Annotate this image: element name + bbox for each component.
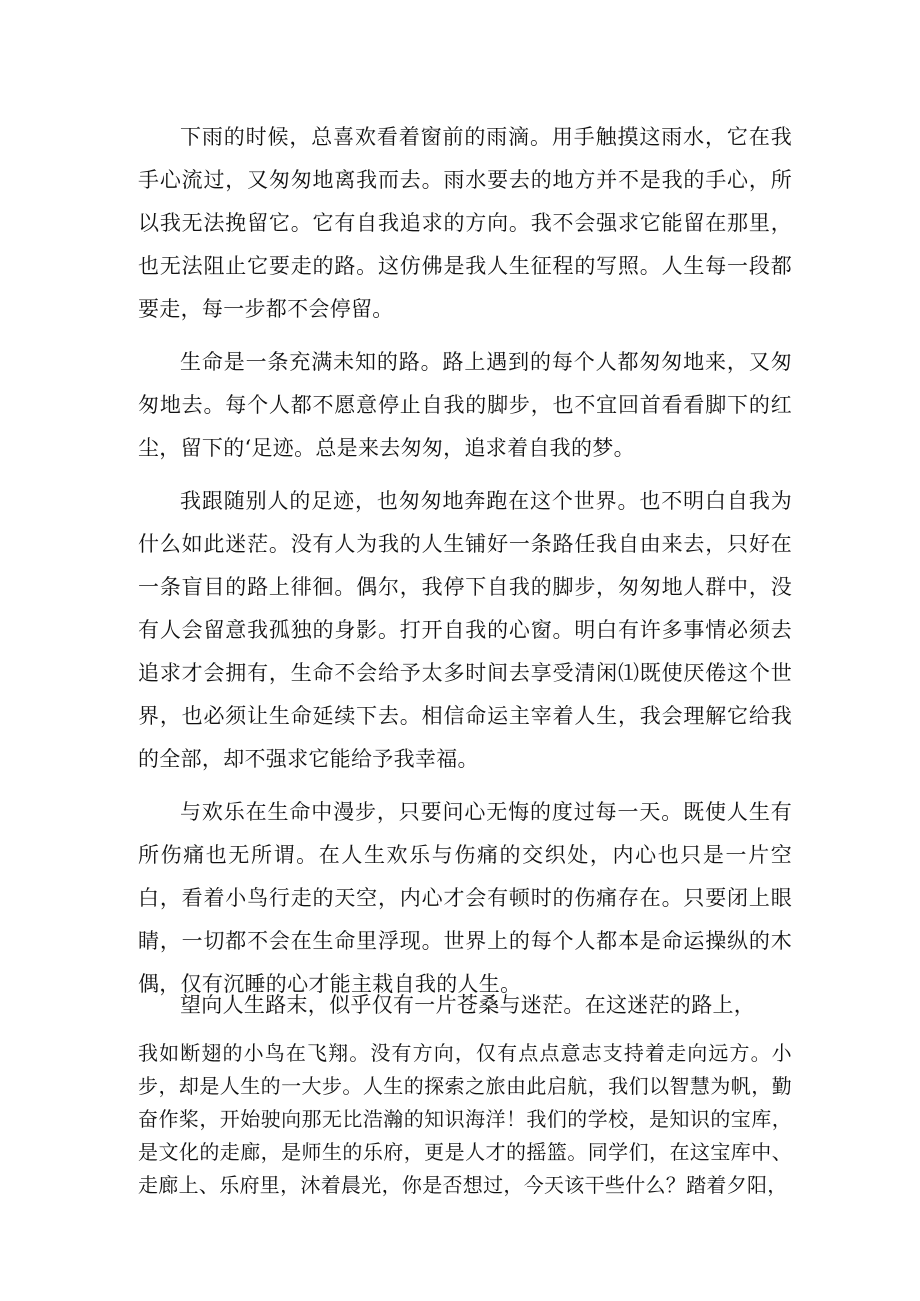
paragraph-4: 与欢乐在生命中漫步，只要问心无悔的度过每一天。既使人生有所伤痛也无所谓。在人生欢乐与伤痛的交织处，内心也只是一片空白，看着小鸟行走的天空，内心才会有顿时的伤痛存在。只要闭上眼睛，一切都不会在生命里浮现。世界上的每个人都本是命运操纵的木偶，仅有沉睡的心才能主栽自我的人生。 xyxy=(138,800,792,996)
paragraph-5-first-line: 望向人生路末，似乎仅有一片苍桑与迷茫。在这迷茫的路上， xyxy=(180,993,756,1017)
paragraph-2: 生命是一条充满未知的路。路上遇到的每个人都匆匆地来，又匆匆地去。每个人都不愿意停止自我的脚步，也不宜回首看看脚下的红尘，留下的‘足迹。总是来去匆匆，追求着自我的梦。 xyxy=(138,350,792,460)
document-body xyxy=(138,116,792,1016)
paragraph-3: 我跟随别人的足迹，也匆匆地奔跑在这个世界。也不明白自我为什么如此迷茫。没有人为我的人生铺好一条路任我自由来去，只好在一条盲目的路上徘徊。偶尔，我停下自我的脚步，匆匆地人群中，没有人会留意我孤独的身影。打开自我的心窗。明白有许多事情必须去追求才会拥有，生命不会给予太多时间去享受清闲⑴既使厌倦这个世界，也必须让生命延续下去。相信命运主宰着人生，我会理解它给我的全部，却不强求它能给予我幸福。 xyxy=(138,489,792,771)
paragraph-5-continuation: 我如断翅的小鸟在飞翔。没有方向，仅有点点意志支持着走向远方。小步，却是人生的一大步。人生的探索之旅由此启航，我们以智慧为帆，勤奋作桨，开始驶向那无比浩瀚的知识海洋！我们的学校，是知识的宝库，是文化的走廊，是师生的乐府，更是人才的摇篮。同学们，在这宝库中、走廊上、乐府里，沐着晨光，你是否想过，今天该干些什么？踏着夕阳， xyxy=(138,1041,792,1197)
paragraph-1: 下雨的时候，总喜欢看着窗前的雨滴。用手触摸这雨水，它在我手心流过，又匆匆地离我而去。雨水要去的地方并不是我的手心，所以我无法挽留它。它有自我追求的方向。我不会强求它能留在那里，也无法阻止它要走的路。这仿佛是我人生征程的写照。人生每一段都要走，每一步都不会停留。 xyxy=(138,125,792,321)
